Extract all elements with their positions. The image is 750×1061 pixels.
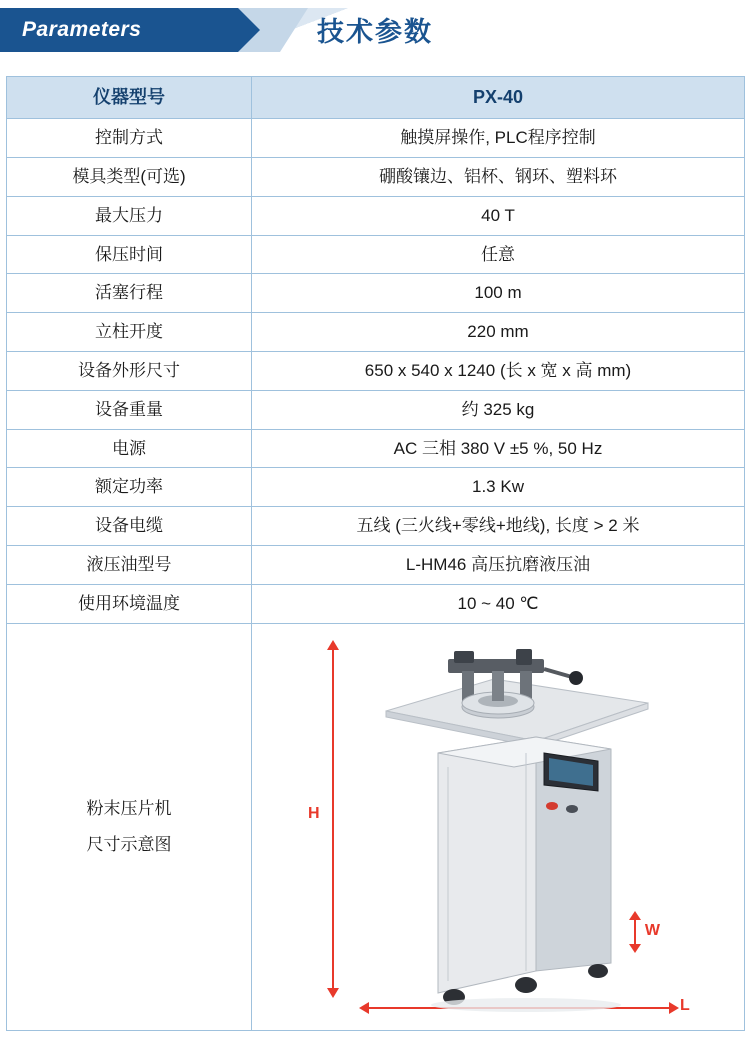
height-arrow-icon — [332, 649, 334, 989]
row-label: 额定功率 — [7, 468, 252, 507]
row-value: AC 三相 380 V ±5 %, 50 Hz — [252, 429, 745, 468]
row-value: 40 T — [252, 196, 745, 235]
row-label: 电源 — [7, 429, 252, 468]
table-row — [7, 429, 745, 468]
tablet-press-machine-illustration — [376, 641, 656, 1016]
row-label: 最大压力 — [7, 196, 252, 235]
row-label: 模具类型(可选) — [7, 157, 252, 196]
table-row — [7, 351, 745, 390]
diagram-row-label — [7, 623, 252, 1030]
table-row — [7, 157, 745, 196]
row-value: 五线 (三火线+零线+地线), 长度 > 2 米 — [252, 507, 745, 546]
row-value: 约 325 kg — [252, 390, 745, 429]
model-value: PX-40 — [252, 77, 745, 119]
diagram-label-line-2: 尺寸示意图 — [86, 834, 172, 854]
specifications-table — [6, 76, 745, 1031]
diagram-row — [7, 623, 745, 1030]
height-label: H — [308, 804, 320, 822]
row-label: 设备重量 — [7, 390, 252, 429]
header-english-title: Parameters — [22, 18, 142, 41]
row-label: 立柱开度 — [7, 313, 252, 352]
row-label: 设备电缆 — [7, 507, 252, 546]
row-value: L-HM46 高压抗磨液压油 — [252, 545, 745, 584]
table-row — [7, 235, 745, 274]
table-header-row — [7, 77, 745, 119]
width-label: W — [644, 922, 660, 940]
row-value: 硼酸镶边、铝杯、钢环、塑料环 — [252, 157, 745, 196]
table-row — [7, 507, 745, 546]
row-label: 控制方式 — [7, 119, 252, 158]
row-value: 10 ~ 40 ℃ — [252, 584, 745, 623]
table-row — [7, 274, 745, 313]
row-label: 液压油型号 — [7, 545, 252, 584]
row-value: 任意 — [252, 235, 745, 274]
row-label: 活塞行程 — [7, 274, 252, 313]
diagram-label-line-1: 粉末压片机 — [86, 798, 172, 818]
table-row — [7, 313, 745, 352]
table-row — [7, 584, 745, 623]
table-row — [7, 119, 745, 158]
row-value: 220 mm — [252, 313, 745, 352]
page-header — [0, 0, 750, 68]
row-value: 触摸屏操作, PLC程序控制 — [252, 119, 745, 158]
row-value: 650 x 540 x 1240 (长 x 宽 x 高 mm) — [252, 351, 745, 390]
row-label: 保压时间 — [7, 235, 252, 274]
row-label: 设备外形尺寸 — [7, 351, 252, 390]
row-label: 使用环境温度 — [7, 584, 252, 623]
table-row — [7, 468, 745, 507]
diagram-cell — [252, 623, 745, 1030]
row-value: 100 m — [252, 274, 745, 313]
model-label: 仪器型号 — [7, 77, 252, 119]
machine-dimension-diagram — [256, 631, 740, 1023]
page-title: 技术参数 — [317, 17, 433, 47]
table-row — [7, 196, 745, 235]
row-value: 1.3 Kw — [252, 468, 745, 507]
table-row — [7, 545, 745, 584]
length-label: L — [680, 997, 690, 1015]
table-row — [7, 390, 745, 429]
